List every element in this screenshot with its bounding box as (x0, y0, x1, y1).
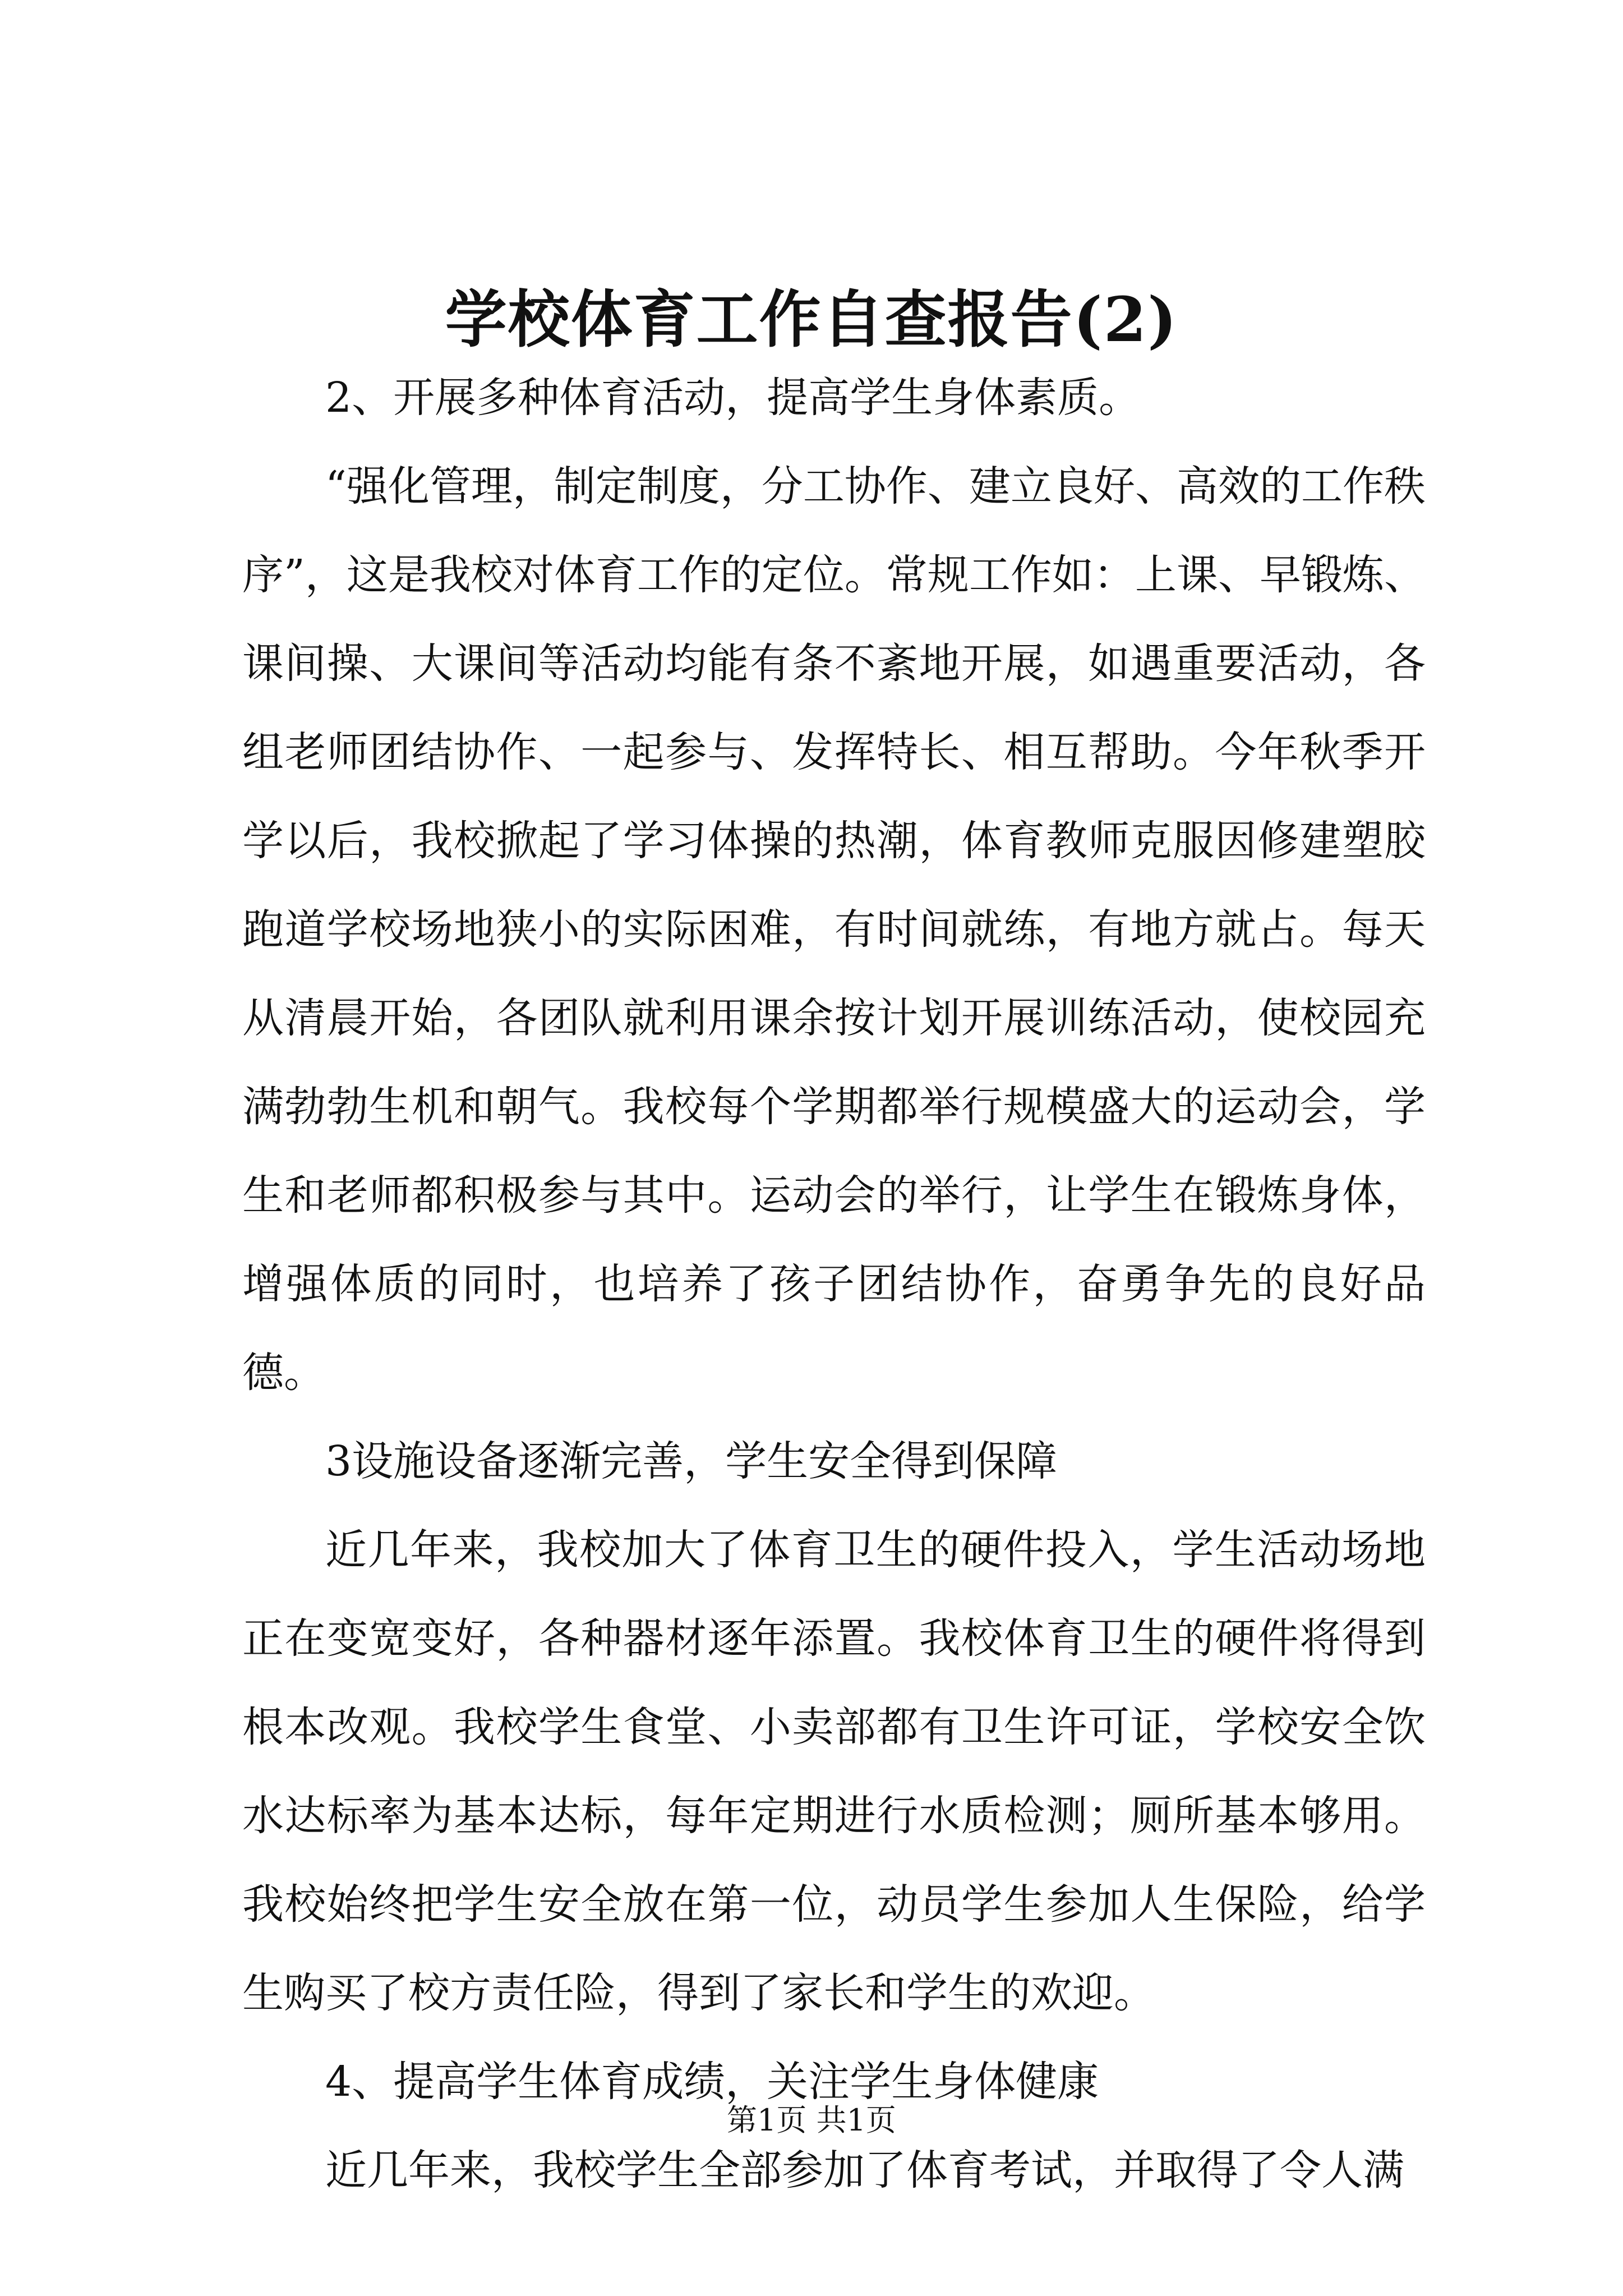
document-title: 学校体育工作自查报告(2) (445, 283, 1178, 356)
paragraph-management: “强化管理，制定制度，分工协作、建立良好、高效的工作秩序”，这是我校对体育工作的定位。常规工作如：上课、早锻炼、课间操、大课间等活动均能有条不紊地开展，如遇重要活动，各组老师团结协作、一起参与、发挥特长、相互帮助。今年秋季开学以后，我校掀起了学习体操的热潮，体育教师克服因修建塑胶跑道学校场地狭小的实际困难，有时间就练，有地方就占。每天从清晨开始，各团队就利用课余按计划开展训练活动，使校园充满勃勃生机和朝气。我校每个学期都举行规模盛大的运动会，学生和老师都积极参与其中。运动会的举行，让学生在锻炼身体，增强体质的同时，也培养了孩子团结协作，奋勇争先的良好品德。 (242, 462, 1426, 1397)
paragraph-exam: 近几年来，我校学生全部参加了体育考试，并取得了令人满 (325, 2146, 1404, 2194)
heading-section-4: 4、提高学生体育成绩，关注学生身体健康 (325, 2058, 1099, 2106)
document-body (242, 353, 1426, 2215)
heading-section-2: 2、开展多种体育活动，提高学生身体素质。 (325, 374, 1141, 422)
page-footer: 第1页 共1页 (727, 2102, 896, 2138)
paragraph-facilities: 近几年来，我校加大了体育卫生的硬件投入，学生活动场地正在变宽变好，各种器材逐年添置。我校体育卫生的硬件将得到根本改观。我校学生食堂、小卖部都有卫生许可证，学校安全饮水达标率为基本达标，每年定期进行水质检测；厕所基本够用。我校始终把学生安全放在第一位，动员学生参加人生保险，给学生购买了校方责任险，得到了家长和学生的欢迎。 (242, 1526, 1426, 2017)
heading-section-3: 3设施设备逐渐完善，学生安全得到保障 (325, 1437, 1058, 1485)
